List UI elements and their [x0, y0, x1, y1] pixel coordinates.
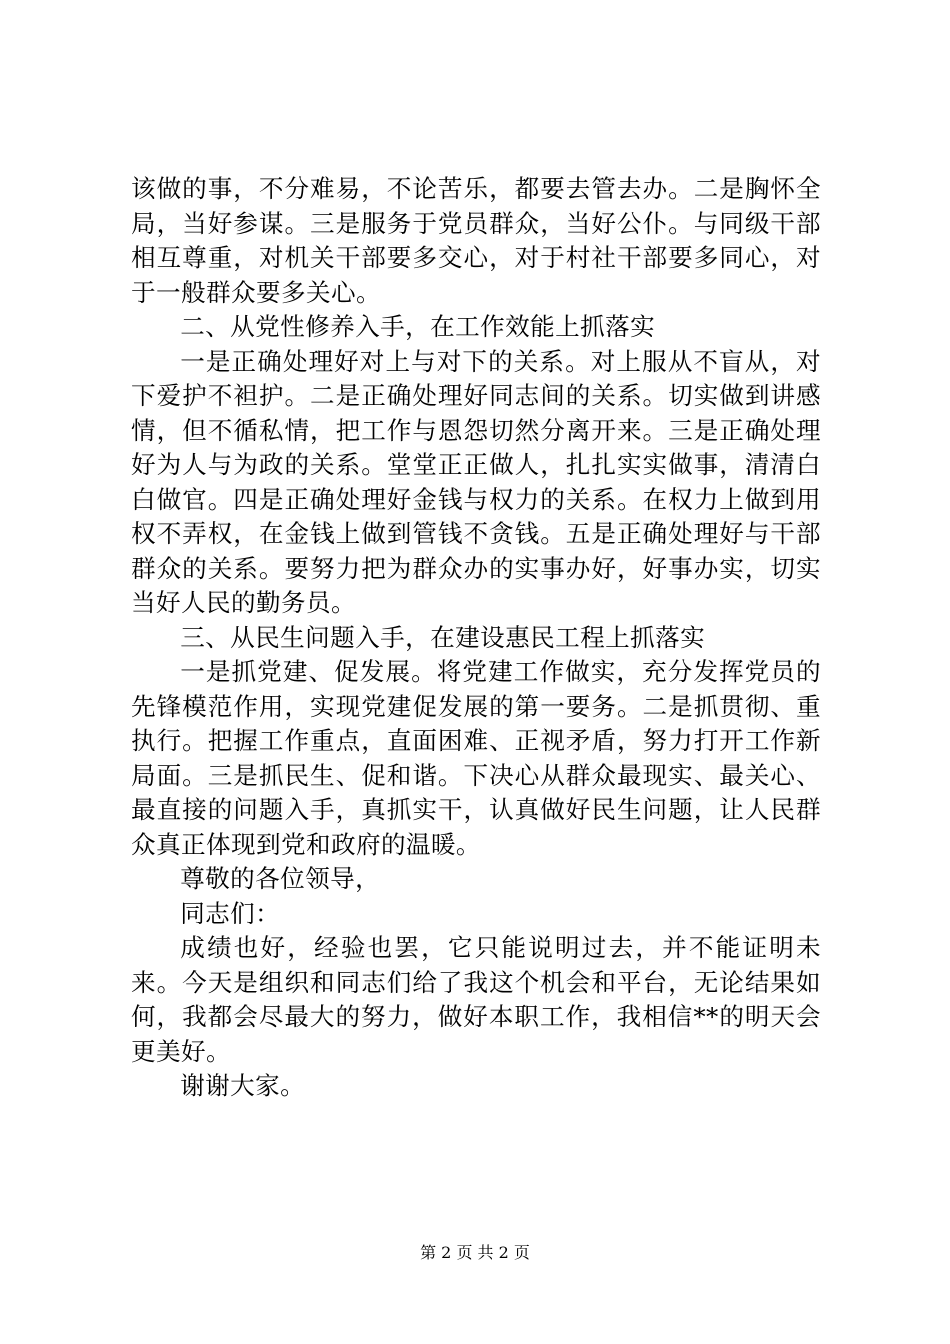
thanks-line: 谢谢大家。	[180, 1071, 306, 1100]
paragraph-livelihood: 一是抓党建、促发展。将党建工作做实，充分发挥党员的先锋模范作用，实现党建促发展的第一要务。二是抓贯彻、重执行。把握工作重点，直面困难、正视矛盾，努力打开工作新局面。三是抓民生、促和谐。下决心从群众最现实、最关心、最直接的问题入手，真抓实干，认真做好民生问题，让人民群众真正体现到党和政府的温暖。	[131, 657, 821, 859]
paragraph-continued: 该做的事，不分难易，不论苦乐，都要去管去办。二是胸怀全局，当好参谋。三是服务于党员群众，当好公仆。与同级干部相互尊重，对机关干部要多交心，对于村社干部要多同心，对于一般群众要多关心。	[131, 174, 821, 307]
paragraph-closing: 成绩也好，经验也罢，它只能说明过去，并不能证明未来。今天是组织和同志们给了我这个机会和平台，无论结果如何，我都会尽最大的努力，做好本职工作，我相信**的明天会更美好。	[131, 933, 821, 1066]
section-heading-3: 三、从民生问题入手，在建设惠民工程上抓落实	[180, 622, 706, 652]
salutation-leaders: 尊敬的各位领导，	[180, 864, 381, 893]
paragraph-party-discipline: 一是正确处理好对上与对下的关系。对上服从不盲从，对下爱护不袒护。二是正确处理好同志间的关系。切实做到讲感情，但不循私情，把工作与恩怨切然分离开来。三是正确处理好为人与为政的关系。堂堂正正做人，扎扎实实做事，清清白白做官。四是正确处理好金钱与权力的关系。在权力上做到用权不弄权，在金钱上做到管钱不贪钱。五是正确处理好与干部群众的关系。要努力把为群众办的实事办好，好事办实，切实当好人民的勤务员。	[131, 346, 821, 617]
salutation-comrades: 同志们：	[180, 898, 281, 928]
section-heading-2: 二、从党性修养入手，在工作效能上抓落实	[180, 312, 656, 341]
page-footer: 第 2 页 共 2 页	[420, 1243, 530, 1262]
document-body	[131, 172, 821, 1104]
